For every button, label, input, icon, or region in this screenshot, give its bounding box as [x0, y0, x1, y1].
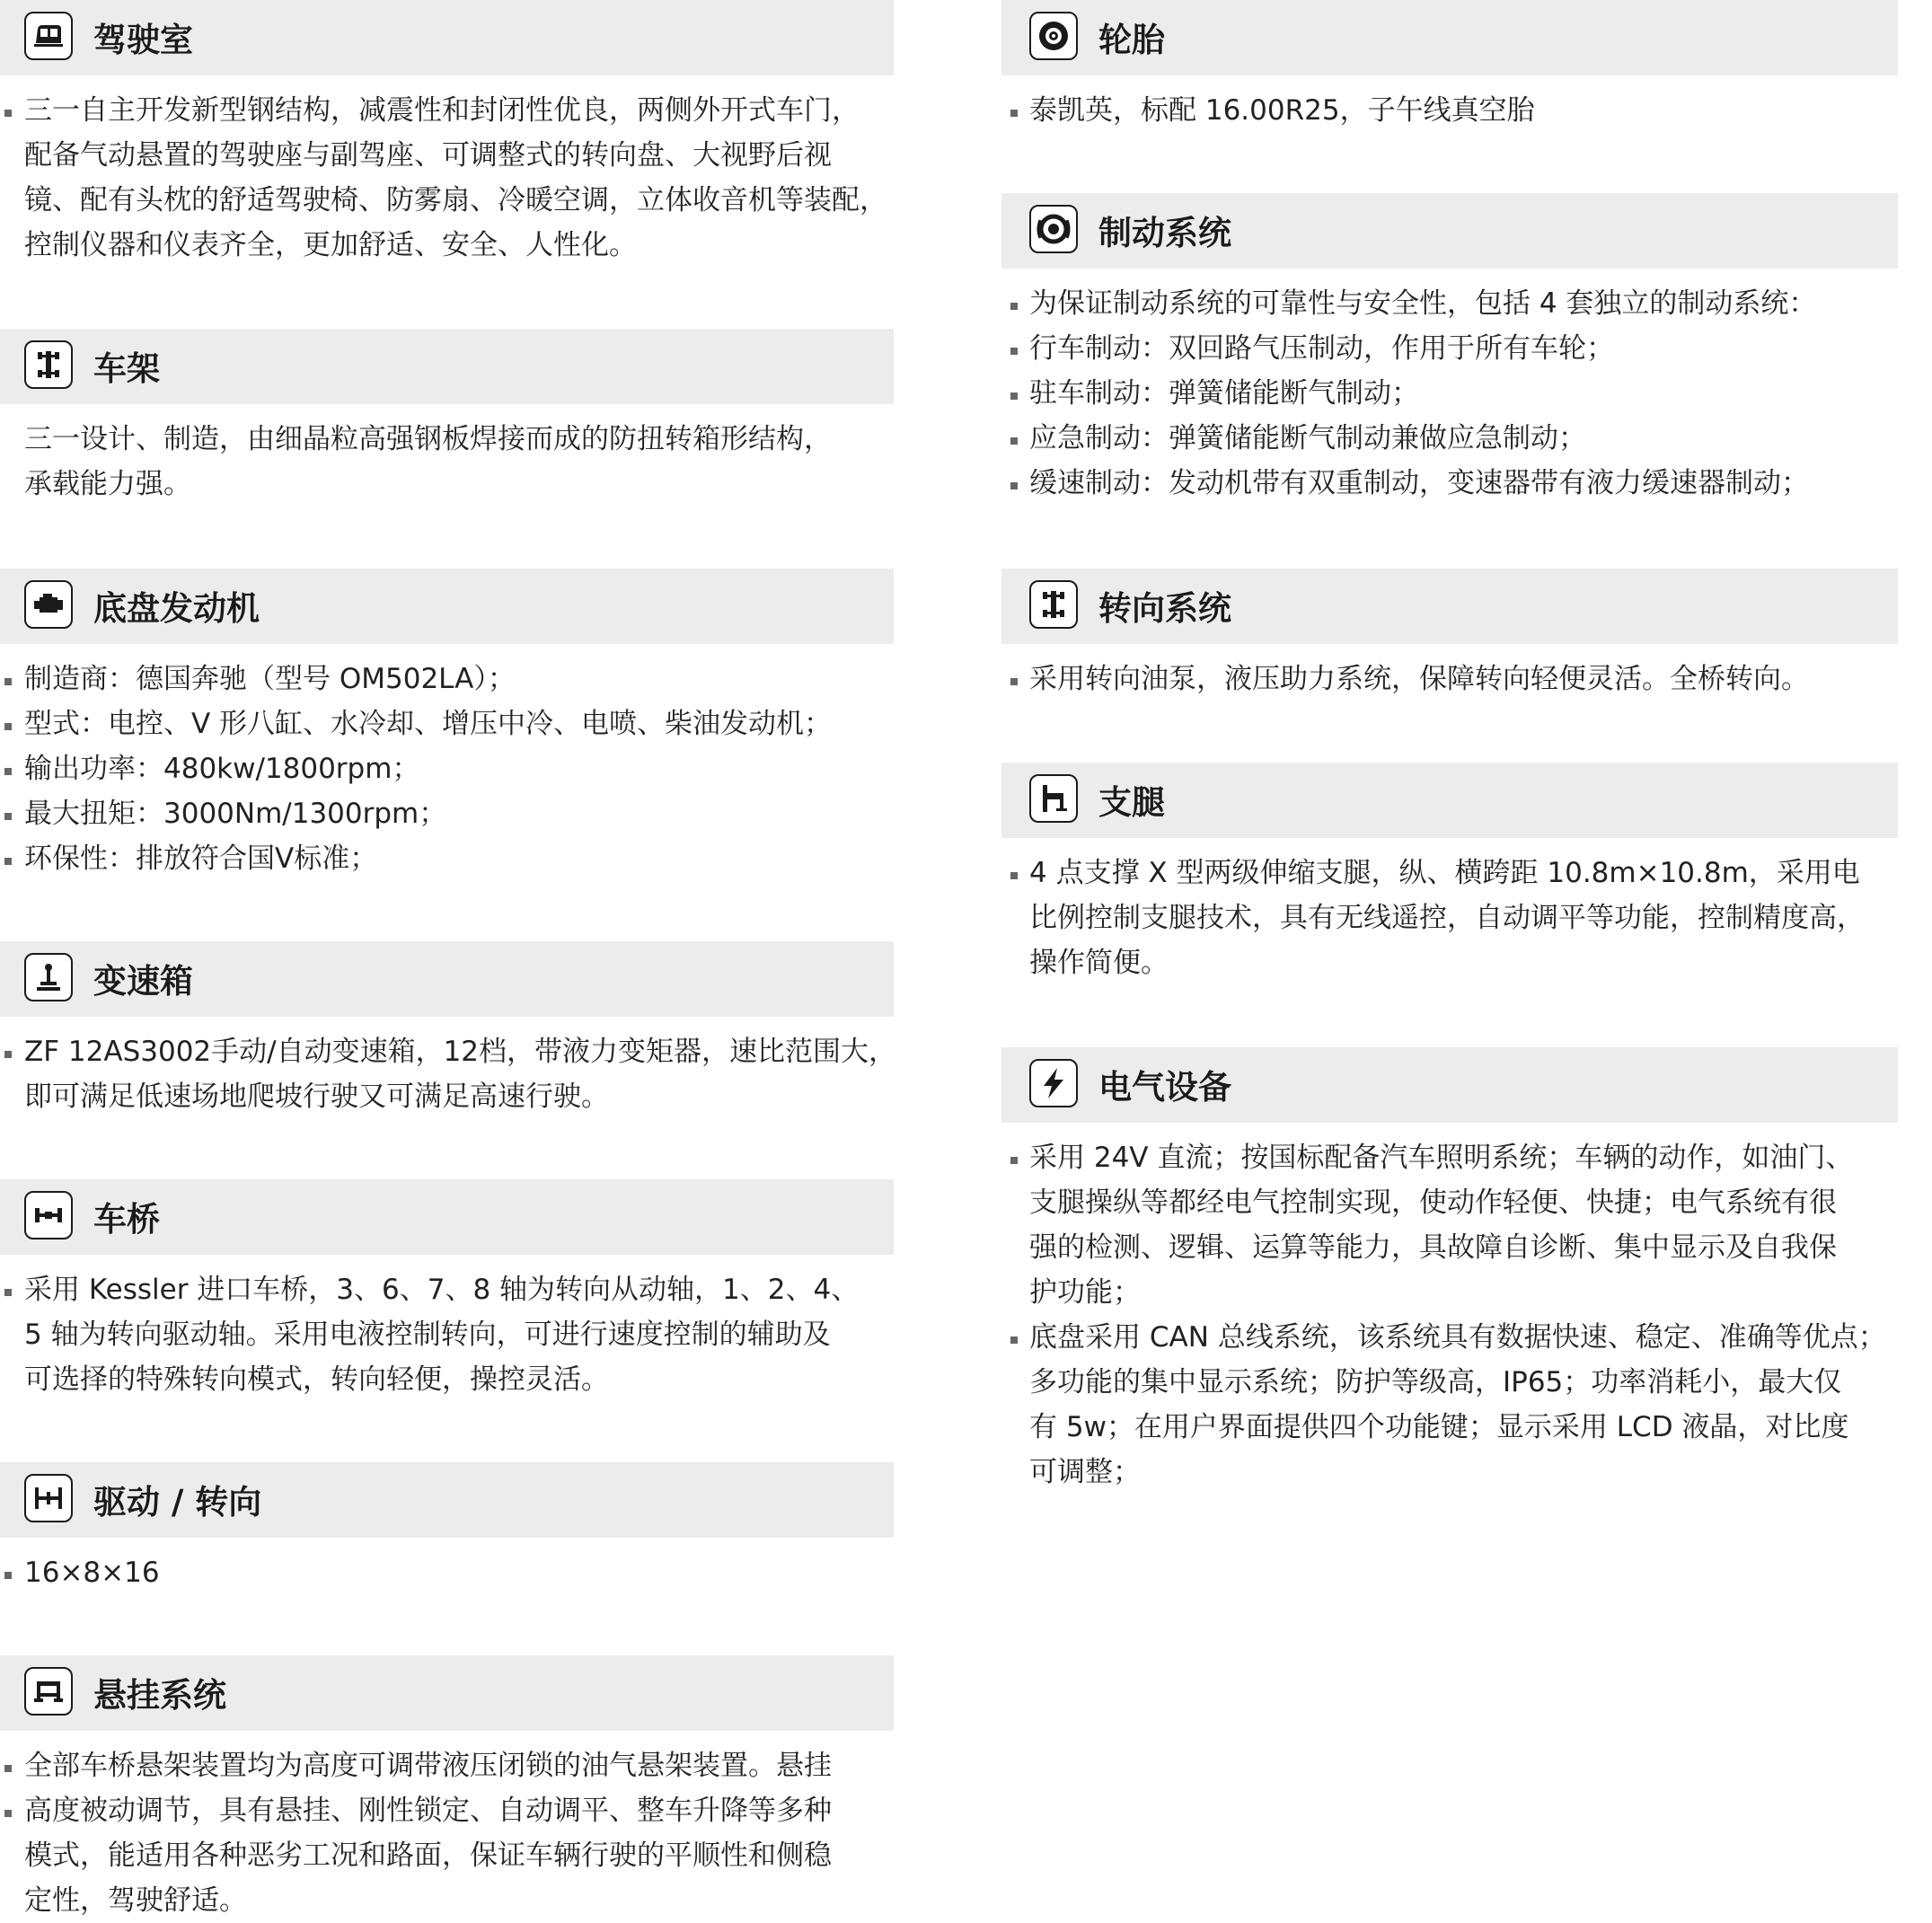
- text-line: 为保证制动系统的可靠性与安全性，包括 4 套独立的制动系统：: [1029, 287, 1817, 320]
- text-line: 底盘采用 CAN 总线系统，该系统具有数据快速、稳定、准确等优点；: [1029, 1321, 1886, 1354]
- tire-icon: [1029, 12, 1078, 60]
- section-brake: [1001, 193, 1898, 499]
- section-title: 制动系统: [1098, 213, 1231, 252]
- section-title: 驱动 / 转向: [93, 1482, 262, 1522]
- bullet-marker: [4, 1572, 12, 1579]
- text-line: 高度被动调节，具有悬挂、刚性锁定、自动调平、整车升降等多种: [24, 1795, 832, 1827]
- section-header: [0, 1655, 894, 1731]
- text-line: 即可满足低速场地爬坡行驶又可满足高速行驶。: [24, 1081, 609, 1113]
- text-line: 型式：电控、V 形八缸、水冷却、增压中冷、电喷、柴油发动机；: [24, 708, 833, 740]
- section-outrigger: [1001, 763, 1898, 979]
- section-title: 车桥: [93, 1199, 160, 1239]
- outrigger-icon: [1029, 774, 1078, 823]
- steering-icon: [1029, 580, 1078, 629]
- text-line: 承载能力强。: [24, 468, 191, 500]
- section-drive-steer: [0, 1462, 894, 1589]
- section-axle: [0, 1179, 894, 1396]
- text-line: 驻车制动：弹簧储能断气制动；: [1029, 377, 1419, 410]
- text-line: 缓速制动：发动机带有双重制动，变速器带有液力缓速器制动；: [1029, 467, 1809, 499]
- text-line: 配备气动悬置的驾驶座与副驾座、可调整式的转向盘、大视野后视: [24, 139, 832, 172]
- bullet-marker: [4, 1289, 12, 1296]
- bullet-marker: [1010, 110, 1018, 117]
- section-title: 悬挂系统: [93, 1675, 226, 1715]
- text-line: 4 点支撑 X 型两级伸缩支腿，纵、横跨距 10.8m×10.8m，采用电: [1029, 857, 1860, 889]
- text-line: 模式，能适用各种恶劣工况和路面，保证车辆行驶的平顺性和侧稳: [24, 1839, 832, 1872]
- brake-icon: [1029, 205, 1078, 253]
- text-line: 采用 24V 直流；按国标配备汽车照明系统；车辆的动作，如油门、: [1029, 1142, 1854, 1174]
- section-title: 变速箱: [93, 961, 193, 1001]
- section-header: [1001, 569, 1898, 644]
- text-line: 环保性：排放符合国Ⅴ标准；: [24, 842, 378, 875]
- bullet-marker: [4, 110, 12, 117]
- section-title: 电气设备: [1098, 1067, 1231, 1107]
- text-line: 操作简便。: [1029, 947, 1169, 979]
- section-header: [0, 1179, 894, 1255]
- text-line: 多功能的集中显示系统；防护等级高，IP65；功率消耗小，最大仅: [1029, 1366, 1842, 1398]
- section-gearbox: [0, 941, 897, 1113]
- section-tire: [1001, 0, 1898, 127]
- text-line: 控制仪器和仪表齐全，更加舒适、安全、人性化。: [24, 229, 637, 261]
- axle-icon: [24, 1191, 73, 1239]
- bullet-marker: [1010, 482, 1018, 490]
- bullet-marker: [1010, 1336, 1018, 1344]
- section-header: [1001, 763, 1898, 838]
- section-header: [0, 0, 894, 75]
- text-line: 三一设计、制造，由细晶粒高强钢板焊接而成的防扭转箱形结构，: [24, 423, 832, 455]
- text-line: 可调整；: [1029, 1456, 1141, 1488]
- section-header: [1001, 0, 1898, 75]
- section-title: 转向系统: [1098, 588, 1231, 628]
- text-line: 行车制动：双回路气压制动，作用于所有车轮；: [1029, 332, 1614, 365]
- bullet-marker: [4, 768, 12, 775]
- section-header: [0, 1462, 894, 1538]
- section-header: [0, 329, 894, 404]
- bullet-marker: [4, 1051, 12, 1058]
- section-cab: [0, 0, 894, 261]
- engine-icon: [24, 580, 73, 629]
- text-line: 定性，驾驶舒适。: [24, 1884, 247, 1917]
- section-title: 支腿: [1098, 782, 1165, 822]
- bullet-marker: [4, 1810, 12, 1817]
- bullet-marker: [1010, 348, 1018, 355]
- text-line: 最大扭矩：3000Nm/1300rpm；: [24, 798, 447, 830]
- text-line: 5 轴为转向驱动轴。采用电液控制转向，可进行速度控制的辅助及: [24, 1319, 831, 1351]
- section-header: [0, 569, 894, 644]
- section-suspension: [0, 1655, 894, 1917]
- bullet-marker: [4, 1765, 12, 1772]
- bullet-marker: [1010, 303, 1018, 310]
- text-line: 支腿操纵等都经电气控制实现，使动作轻便、快捷；电气系统有很: [1029, 1186, 1837, 1219]
- bullet-marker: [4, 858, 12, 865]
- text-line: 强的检测、逻辑、运算等能力，具故障自诊断、集中显示及自我保: [1029, 1231, 1837, 1264]
- section-electrical: [1001, 1047, 1898, 1488]
- bullet-marker: [4, 723, 12, 730]
- cab-icon: [24, 12, 73, 60]
- lightning-icon: [1029, 1059, 1078, 1107]
- bullet-marker: [1010, 678, 1018, 685]
- section-header: [1001, 1047, 1898, 1123]
- text-line: ZF 12AS3002手动/自动变速箱，12档，带液力变矩器，速比范围大，: [24, 1036, 897, 1068]
- drive-steer-icon: [24, 1474, 73, 1522]
- bullet-marker: [4, 678, 12, 685]
- text-line: 比例控制支腿技术，具有无线遥控，自动调平等功能，控制精度高，: [1029, 902, 1865, 934]
- frame-icon: [24, 340, 73, 389]
- section-title: 轮胎: [1098, 20, 1165, 59]
- text-line: 全部车桥悬架装置均为高度可调带液压闭锁的油气悬架装置。悬挂: [24, 1750, 832, 1782]
- text-line: 制造商：德国奔驰（型号 OM502LA）；: [24, 663, 516, 695]
- text-line: 采用转向油泵，液压助力系统，保障转向轻便灵活。全桥转向。: [1029, 663, 1809, 695]
- section-header: [1001, 193, 1898, 269]
- text-line: 可选择的特殊转向模式，转向轻便，操控灵活。: [24, 1363, 609, 1396]
- text-line: 三一自主开发新型钢结构，减震性和封闭性优良，两侧外开式车门，: [24, 94, 860, 127]
- section-title: 车架: [93, 348, 160, 388]
- suspension-icon: [24, 1667, 73, 1716]
- section-steering: [1001, 569, 1898, 695]
- bullet-marker: [1010, 1157, 1018, 1164]
- bullet-marker: [1010, 437, 1018, 445]
- section-title: 底盘发动机: [93, 588, 260, 628]
- gearbox-icon: [24, 953, 73, 1001]
- text-line: 输出功率：480kw/1800rpm；: [24, 753, 420, 785]
- section-frame: [0, 329, 894, 500]
- text-line: 16×8×16: [24, 1557, 160, 1589]
- text-line: 有 5w；在用户界面提供四个功能键；显示采用 LCD 液晶，对比度: [1029, 1411, 1849, 1443]
- section-title: 驾驶室: [93, 20, 193, 59]
- bullet-marker: [4, 813, 12, 820]
- bullet-marker: [1010, 872, 1018, 879]
- text-line: 泰凯英，标配 16.00R25，子午线真空胎: [1029, 94, 1535, 127]
- section-engine: [0, 569, 894, 875]
- section-header: [0, 941, 894, 1017]
- text-line: 护功能；: [1029, 1276, 1141, 1309]
- text-line: 镜、配有头枕的舒适驾驶椅、防雾扇、冷暖空调，立体收音机等装配，: [24, 184, 887, 216]
- bullet-marker: [1010, 393, 1018, 400]
- text-line: 采用 Kessler 进口车桥，3、6、7、8 轴为转向从动轴，1、2、4、: [24, 1274, 860, 1306]
- text-line: 应急制动：弹簧储能断气制动兼做应急制动；: [1029, 422, 1586, 454]
